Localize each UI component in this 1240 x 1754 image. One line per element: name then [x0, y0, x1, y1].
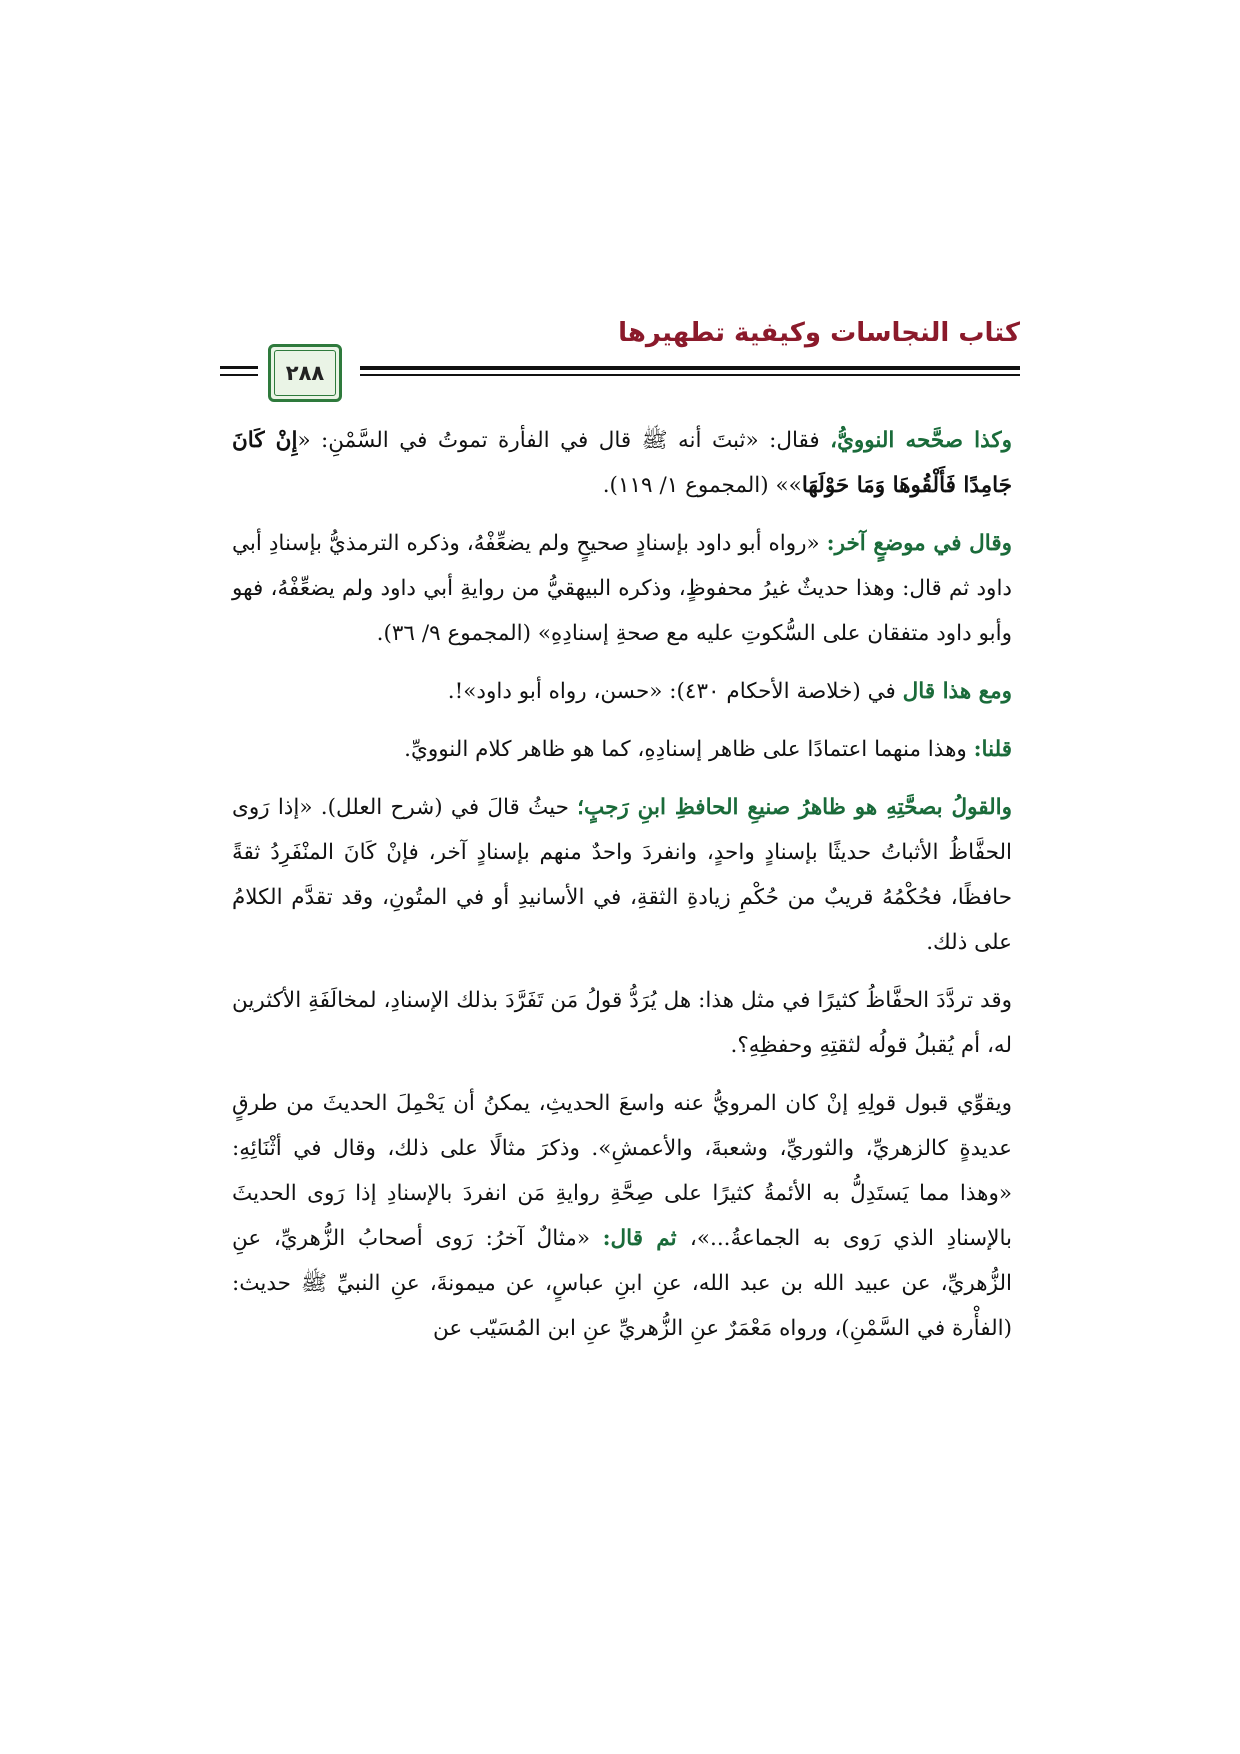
header-rule-left-thin — [220, 374, 258, 376]
paragraph — [232, 1081, 1012, 1351]
paragraph-text: وهذا منهما اعتمادًا على ظاهر إسنادِهِ، كما هو ظاهر كلام النوويِّ. — [404, 737, 974, 762]
paragraph-lead: ومع هذا قال — [902, 679, 1012, 704]
paragraph-text: «رواه أبو داود بإسنادٍ صحيحٍ ولم يضعِّفْهُ، وذكره الترمذيُّ بإسنادِ أبي داود ثم قال: وهذا حديثٌ غيرُ محفوظٍ، وذكره البيهقيُّ من روايةِ أبي داود ولم يضعِّفْهُ، فهو وأبو داود متفقان على السُّكوتِ عليه مع صحةِ إسنادِهِ» (المجموع ٩/ ٣٦). — [232, 531, 1012, 646]
paragraph-text: حيثُ قالَ في (شرح العلل). «إذا رَوى الحفَّاظُ الأثباتُ حديثًا بإسنادٍ واحدٍ، وانفردَ واحدٌ منهم بإسنادٍ آخر، فإنْ كَانَ المنْفَرِدُ ثقةً حافظًا، فحُكْمُهُ قريبٌ من حُكْمِ زيادةِ الثقةِ، في الأسانيدِ أو في المتُونِ، وقد تقدَّم الكلامُ على ذلك. — [232, 795, 1012, 955]
paragraph-lead-inline: ثم قال: — [602, 1226, 690, 1251]
page-number: ٢٨٨ — [285, 361, 325, 385]
page-number-badge — [268, 344, 342, 402]
paragraph-text: في (خلاصة الأحكام ٤٣٠): «حسن، رواه أبو داود»!. — [447, 679, 903, 704]
paragraph-text: ويقوِّي قبول قولِهِ إنْ كان المرويُّ عنه واسعَ الحديثِ، يمكنُ أن يَحْمِلَ الحديثَ من طرقٍ عديدةٍ كالزهريِّ، والثوريِّ، وشعبةَ، والأعمشِ». وذكرَ مثالًا على ذلك، وقال في أثْنَائِهِ: «وهذا مما يَستَدِلُّ به الأئمةُ كثيرًا على صِحَّةِ روايةِ مَن انفردَ بالإسنادِ إذا رَوى الحديثَ بالإسنادِ الذي رَوى به الجماعةُ...»، — [232, 1091, 1012, 1251]
header-rule-thin — [360, 374, 1020, 376]
book-title: كتاب النجاسات وكيفية تطهيرها — [618, 318, 1020, 348]
page-body — [232, 418, 1012, 1364]
paragraph-lead: وكذا صحَّحه النوويُّ، — [830, 428, 1013, 453]
paragraph — [232, 727, 1012, 772]
paragraph-text-continued: «مثالٌ آخرُ: رَوى أصحابُ الزُّهريِّ، عنِ الزُّهريِّ، عن عبيد الله بن عبد الله، عنِ ابنِ عباسٍ، عن ميمونةَ، عنِ النبيِّ ﷺ حديث: (الفأْرة في السَّمْنِ)، ورواه مَعْمَرٌ عنِ الزُّهريِّ عنِ ابن المُسَيّب عن — [232, 1226, 1012, 1341]
paragraph — [232, 785, 1012, 965]
hadith-text: إِنْ كَانَ جَامِدًا فَأَلْقُوهَا وَمَا حَوْلَهَا — [232, 428, 1012, 498]
paragraph — [232, 418, 1012, 508]
paragraph-tail: »» (المجموع ١/ ١١٩). — [602, 473, 802, 498]
paragraph — [232, 978, 1012, 1068]
paragraph-lead: والقولُ بصحَّتِهِ هو ظاهرُ صنيعِ الحافظِ ابنِ رَجبٍ؛ — [577, 795, 1012, 820]
paragraph-lead: وقال في موضعٍ آخر: — [826, 531, 1012, 556]
header-rule-thick — [360, 366, 1020, 370]
paragraph-text: فقال: «ثبتَ أنه ﷺ قال في الفأرة تموتُ في السَّمْنِ: « — [297, 428, 831, 453]
page-header — [220, 318, 1020, 398]
paragraph — [232, 669, 1012, 714]
header-rule-left — [220, 366, 258, 369]
paragraph-lead: قلنا: — [973, 737, 1012, 762]
paragraph-text: وقد تردَّدَ الحفَّاظُ كثيرًا في مثل هذا: هل يُرَدُّ قولُ مَن تَفَرَّدَ بذلك الإسنادِ، لمخالَفَةِ الأكثرين له، أم يُقبلُ قولُه لثقتِهِ وحفظِهِ؟. — [232, 988, 1012, 1058]
paragraph — [232, 521, 1012, 656]
